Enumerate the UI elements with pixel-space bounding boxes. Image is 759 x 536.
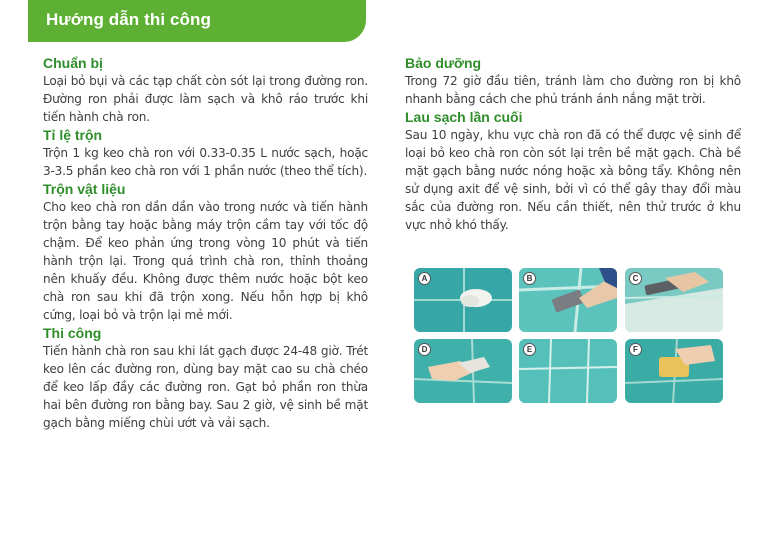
section-mix-ratio (43, 127, 368, 180)
section-curing (405, 55, 741, 108)
step-label-badge: B (523, 272, 536, 285)
step-label-badge: A (418, 272, 431, 285)
section-body: Cho keo chà ron dần dần vào trong nước và tiến hành trộn bằng tay hoặc bằng máy trộn cầm tay với tốc độ chậm. Để keo phản ứng trong vòng 10 phút và tiến hành trộn lại. Trong quá trình chà ron, thỉnh thoảng nên khuấy đều. Không được thêm nước hoặc bột keo chà ron sau khi đã trộn xong. Nếu hỗn hợp bị khô cứng, loại bỏ và trộn lại mẻ mới. (43, 200, 368, 322)
step-label-badge: F (629, 343, 642, 356)
section-body: Sau 10 ngày, khu vực chà ron đã có thể được vệ sinh để loại bỏ keo chà ron còn sót lại trên bề mặt gạch. Chà bề mặt gạch bằng nước nóng hoặc xà bông tẩy. Không nên sử dụng axit để vệ sinh, bởi vì có thể gây thay đổi màu sắc của đường ron. Nếu cần thiết, nên thử trước ở khu vực nhỏ khó thấy. (405, 128, 741, 232)
left-column (43, 55, 368, 433)
page-title: Hướng dẫn thi công (46, 10, 212, 29)
step-photo-a (414, 268, 512, 332)
section-mixing (43, 181, 368, 324)
section-preparation (43, 55, 368, 126)
section-body: Trộn 1 kg keo chà ron với 0.33-0.35 L nước sạch, hoặc 3-3.5 phần keo chà ron với 1 phần nước (theo thể tích). (43, 146, 368, 178)
step-photo-c (625, 268, 723, 332)
step-photo-d (414, 339, 512, 403)
step-label-badge: C (629, 272, 642, 285)
section-heading: Bảo dưỡng (405, 55, 482, 71)
step-label-badge: E (523, 343, 536, 356)
step-photo-b (519, 268, 617, 332)
section-heading: Chuẩn bị (43, 55, 103, 71)
section-heading: Trộn vật liệu (43, 181, 126, 197)
section-heading: Lau sạch lần cuối (405, 109, 523, 125)
right-column (405, 55, 741, 235)
header-banner (28, 0, 366, 42)
section-application (43, 325, 368, 432)
step-photos (414, 268, 724, 403)
section-body: Trong 72 giờ đầu tiên, tránh làm cho đường ron bị khô nhanh bằng cách che phủ tránh ánh nắng mặt trời. (405, 74, 741, 106)
step-label-badge: D (418, 343, 431, 356)
section-heading: Thi công (43, 325, 102, 341)
section-body: Tiến hành chà ron sau khi lát gạch được 24-48 giờ. Trét keo lên các đường ron, dùng bay mặt cao su chà chéo để keo lấp đầy các đường ron. Gạt bỏ phần ron thừa hai bên đường ron bằng bay. Sau 2 giờ, vệ sinh bề mặt gạch bằng miếng chùi ướt và vải sạch. (43, 344, 368, 430)
section-body: Loại bỏ bụi và các tạp chất còn sót lại trong đường ron. Đường ron phải được làm sạch và khô ráo trước khi tiến hành chà ron. (43, 74, 368, 124)
section-final-cleaning (405, 109, 741, 234)
section-heading: Tỉ lệ trộn (43, 127, 103, 143)
step-photo-e (519, 339, 617, 403)
step-photo-f (625, 339, 723, 403)
